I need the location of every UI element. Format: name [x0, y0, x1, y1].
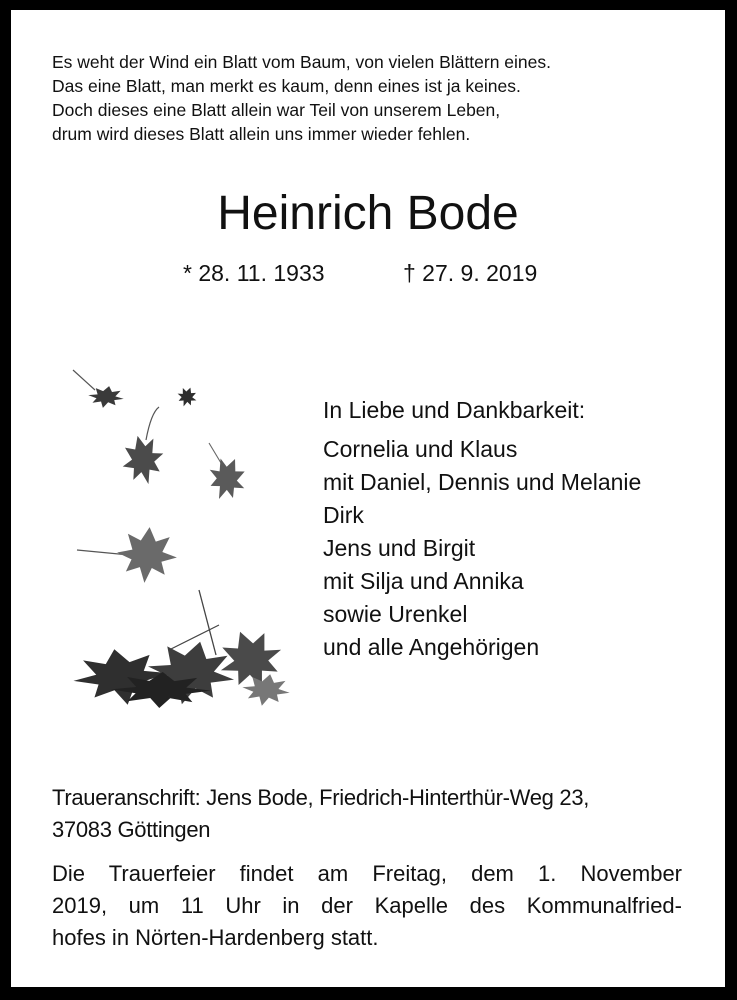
- poem-line: drum wird dieses Blatt allein uns immer wieder fehlen.: [52, 124, 471, 144]
- leaf-icon: [202, 443, 252, 508]
- mourners-list: [323, 394, 641, 664]
- leaf-icon: [73, 370, 127, 410]
- life-dates: [183, 258, 538, 288]
- address-line: Traueranschrift: Jens Bode, Friedrich-Hinterthür-Weg 23,: [52, 785, 590, 810]
- address-line: 37083 Göttingen: [52, 817, 211, 842]
- funeral-line: hofes in Nörten-Hardenberg statt.: [52, 925, 379, 950]
- mourner-line: mit Silja und Annika: [323, 568, 524, 594]
- mourners-intro: In Liebe und Dankbarkeit:: [323, 397, 586, 423]
- poem-line: Das eine Blatt, man merkt es kaum, denn eines ist ja keines.: [52, 76, 521, 96]
- leaf-icon: [77, 525, 180, 586]
- mourner-line: und alle Angehörigen: [323, 634, 540, 660]
- leaf-icon: [174, 384, 200, 410]
- poem-line: Es weht der Wind ein Blatt vom Baum, von vielen Blättern eines.: [52, 52, 551, 72]
- poem-line: Doch dieses eine Blatt allein war Teil von unserem Leben,: [52, 100, 501, 120]
- mourner-line: Jens und Birgit: [323, 535, 476, 561]
- deceased-name: Heinrich Bode: [217, 187, 519, 240]
- death-date: † 27. 9. 2019: [403, 260, 538, 286]
- poem: [52, 50, 692, 146]
- mourner-line: sowie Urenkel: [323, 601, 468, 627]
- condolence-address: [52, 782, 589, 846]
- mourner-line: mit Daniel, Dennis und Melanie: [323, 469, 642, 495]
- leaf-pile: [67, 590, 294, 710]
- funeral-line: Die Trauerfeier findet am Freitag, dem 1. November: [52, 861, 682, 886]
- leaf-icon: [117, 407, 168, 491]
- funeral-notice: [52, 858, 682, 954]
- obituary-card: [11, 10, 725, 987]
- mourner-line: Dirk: [323, 502, 364, 528]
- mourner-line: Cornelia und Klaus: [323, 436, 518, 462]
- birth-date: * 28. 11. 1933: [183, 260, 325, 286]
- funeral-line: 2019, um 11 Uhr in der Kapelle des Kommunalfried-: [52, 893, 682, 918]
- falling-leaves-illustration: [51, 355, 296, 710]
